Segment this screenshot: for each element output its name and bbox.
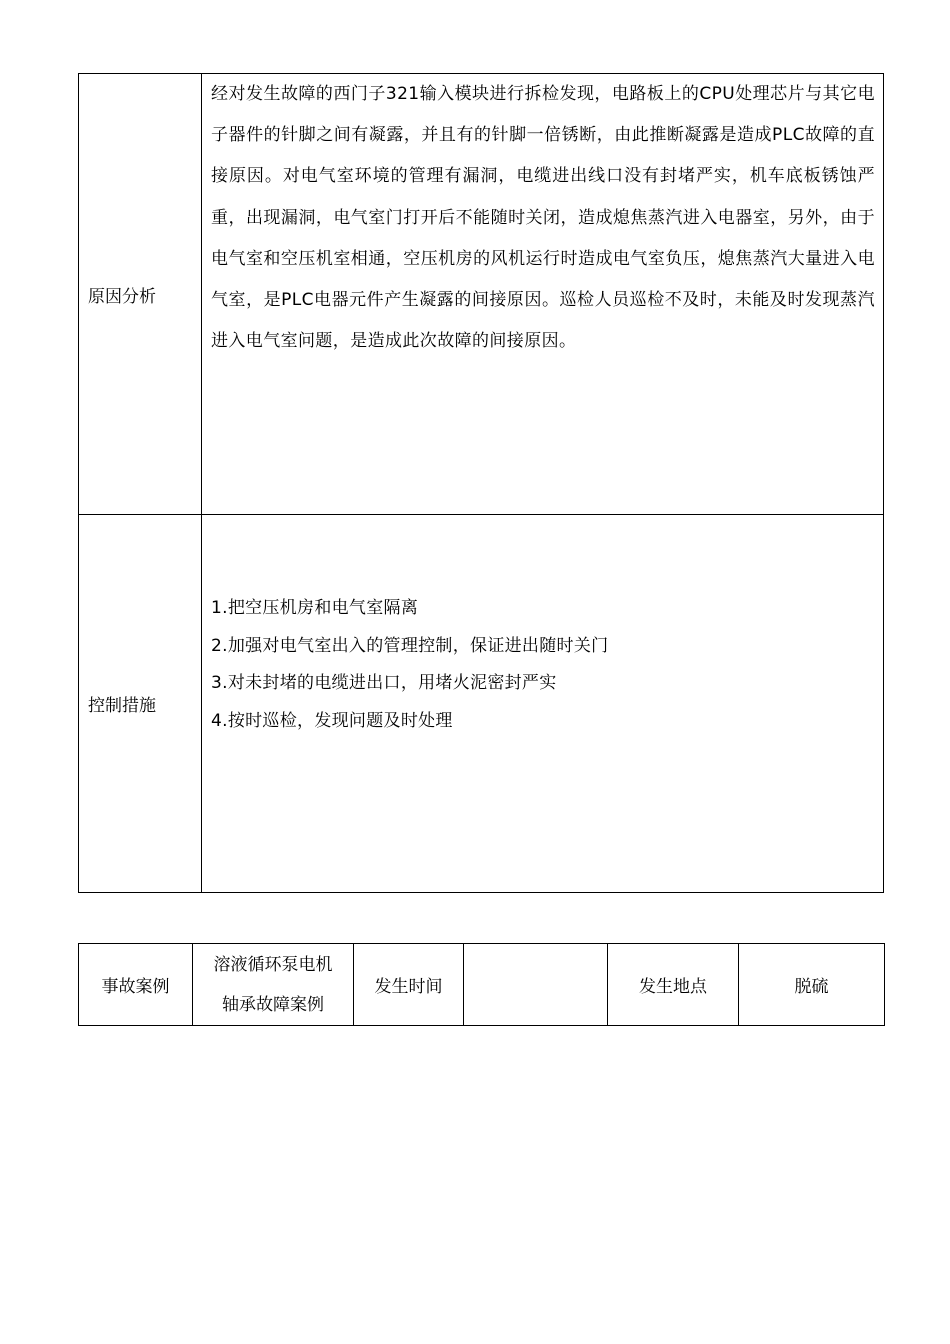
accident-case-name-line2: 轴承故障案例 [222,994,324,1015]
control-measures-label: 控制措施 [79,515,202,893]
cause-analysis-table [78,73,884,893]
occurrence-time-label: 发生时间 [354,944,464,1026]
control-measure-item: 2.加强对电气室出入的管理控制，保证进出随时关门 [211,635,609,656]
cause-analysis-label: 原因分析 [79,74,202,515]
cause-analysis-cell [202,74,884,515]
occurrence-time-value [464,944,608,1026]
accident-case-table [78,943,885,1026]
accident-case-name [193,944,354,1026]
control-measures-row [79,515,884,893]
accident-case-name-line1: 溶液循环泵电机 [213,954,333,975]
cause-analysis-row [79,74,884,515]
control-measures-list [211,515,875,741]
control-measure-item: 4.按时巡检，发现问题及时处理 [211,711,453,732]
control-measure-item: 3.对未封堵的电缆进出口，用堵火泥密封严实 [211,673,557,694]
accident-case-row [79,944,885,1026]
cause-analysis-text: 经对发生故障的西门子321输入模块进行拆检发现，电路板上的CPU处理芯片与其它电子器件的针脚之间有凝露，并且有的针脚一倍锈断，由此推断凝露是造成PLC故障的直接原因。对电气室环境的管理有漏洞，电缆进出线口没有封堵严实，机车底板锈蚀严重，出现漏洞，电气室门打开后不能随时关闭，造成熄焦蒸汽进入电器室，另外，由于电气室和空压机室相通，空压机房的风机运行时造成电气室负压，熄焦蒸汽大量进入电气室，是PLC电器元件产生凝露的间接原因。巡检人员巡检不及时，未能及时发现蒸汽进入电气室问题，是造成此次故障的间接原因。 [211,84,875,352]
occurrence-place-value: 脱硫 [739,944,885,1026]
control-measure-item: 1.把空压机房和电气室隔离 [211,598,419,618]
occurrence-place-label: 发生地点 [608,944,739,1026]
control-measures-cell [202,515,884,893]
accident-case-label: 事故案例 [79,944,193,1026]
